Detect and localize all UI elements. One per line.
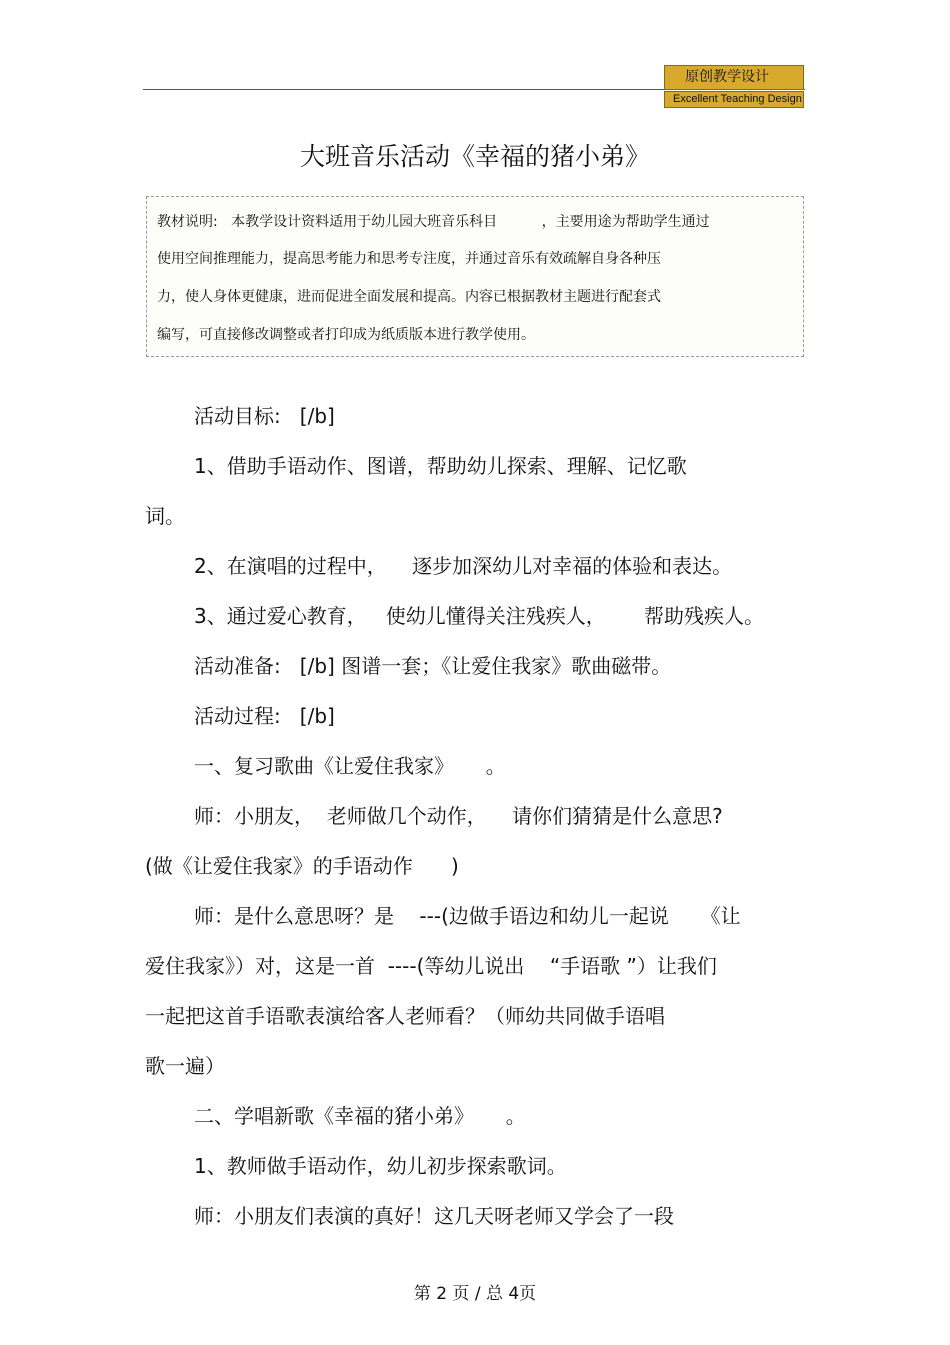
note-line: 编写，可直接修改调整或者打印成为纸质版本进行教学使用。 [157,327,535,343]
paragraph-line: 师：是什么意思呀？是 ---(边做手语边和幼儿一起说 《让 [194,904,741,928]
section-heading-prep: 活动准备: [/b] 图谱一套；《让爱住我家》歌曲磁带。 [194,654,672,678]
paragraph-line: 二、学唱新歌《幸福的猪小弟》 。 [194,1104,526,1128]
material-note-box [146,196,804,357]
page-title: 大班音乐活动《幸福的猪小弟》 [299,142,650,171]
section-heading-goals: 活动目标: [/b] [194,404,335,428]
paragraph-line: 2、在演唱的过程中， 逐步加深幼儿对幸福的体验和表达。 [194,554,733,578]
paragraph-line: (做《让爱住我家》的手语动作 ) [145,854,459,878]
note-line: 使用空间推理能力，提高思考能力和思考专注度，并通过音乐有效疏解自身各种压 [157,251,661,267]
paragraph-line: 1、教师做手语动作，幼儿初步探索歌词。 [194,1154,567,1178]
section-heading-process: 活动过程: [/b] [194,704,335,728]
paragraph-line: 3、通过爱心教育， 使幼儿懂得关注残疾人， 帮助残疾人。 [194,604,764,628]
paragraph-line: 一起把这首手语歌表演给客人老师看？（师幼共同做手语唱 [145,1004,665,1028]
badge-title-en: Excellent Teaching Design [664,91,804,108]
paragraph-line: 爱住我家》）对，这是一首 ----(等幼儿说出 “手语歌 ”）让我们 [145,954,717,978]
paragraph-line: 词。 [145,504,185,528]
paragraph-line: 歌一遍） [145,1054,225,1078]
paragraph-line: 师：小朋友， 老师做几个动作， 请你们猜猜是什么意思? [194,804,723,828]
design-badge [664,65,804,108]
note-line: 教材说明: 本教学设计资料适用于幼儿园大班音乐科目 ，主要用途为帮助学生通过 [157,214,710,230]
paragraph-line: 1、借助手语动作、图谱，帮助幼儿探索、理解、记忆歌 [194,454,687,478]
paragraph-line: 一、复习歌曲《让爱住我家》 。 [194,754,506,778]
note-line: 力，使人身体更健康，进而促进全面发展和提高。内容已根据教材主题进行配套式 [157,289,661,305]
paragraph-line: 师：小朋友们表演的真好！这几天呀老师又学会了一段 [194,1204,674,1228]
badge-title-cn: 原创教学设计 [664,65,804,90]
page-number: 第 2 页 / 总 4页 [413,1284,537,1304]
